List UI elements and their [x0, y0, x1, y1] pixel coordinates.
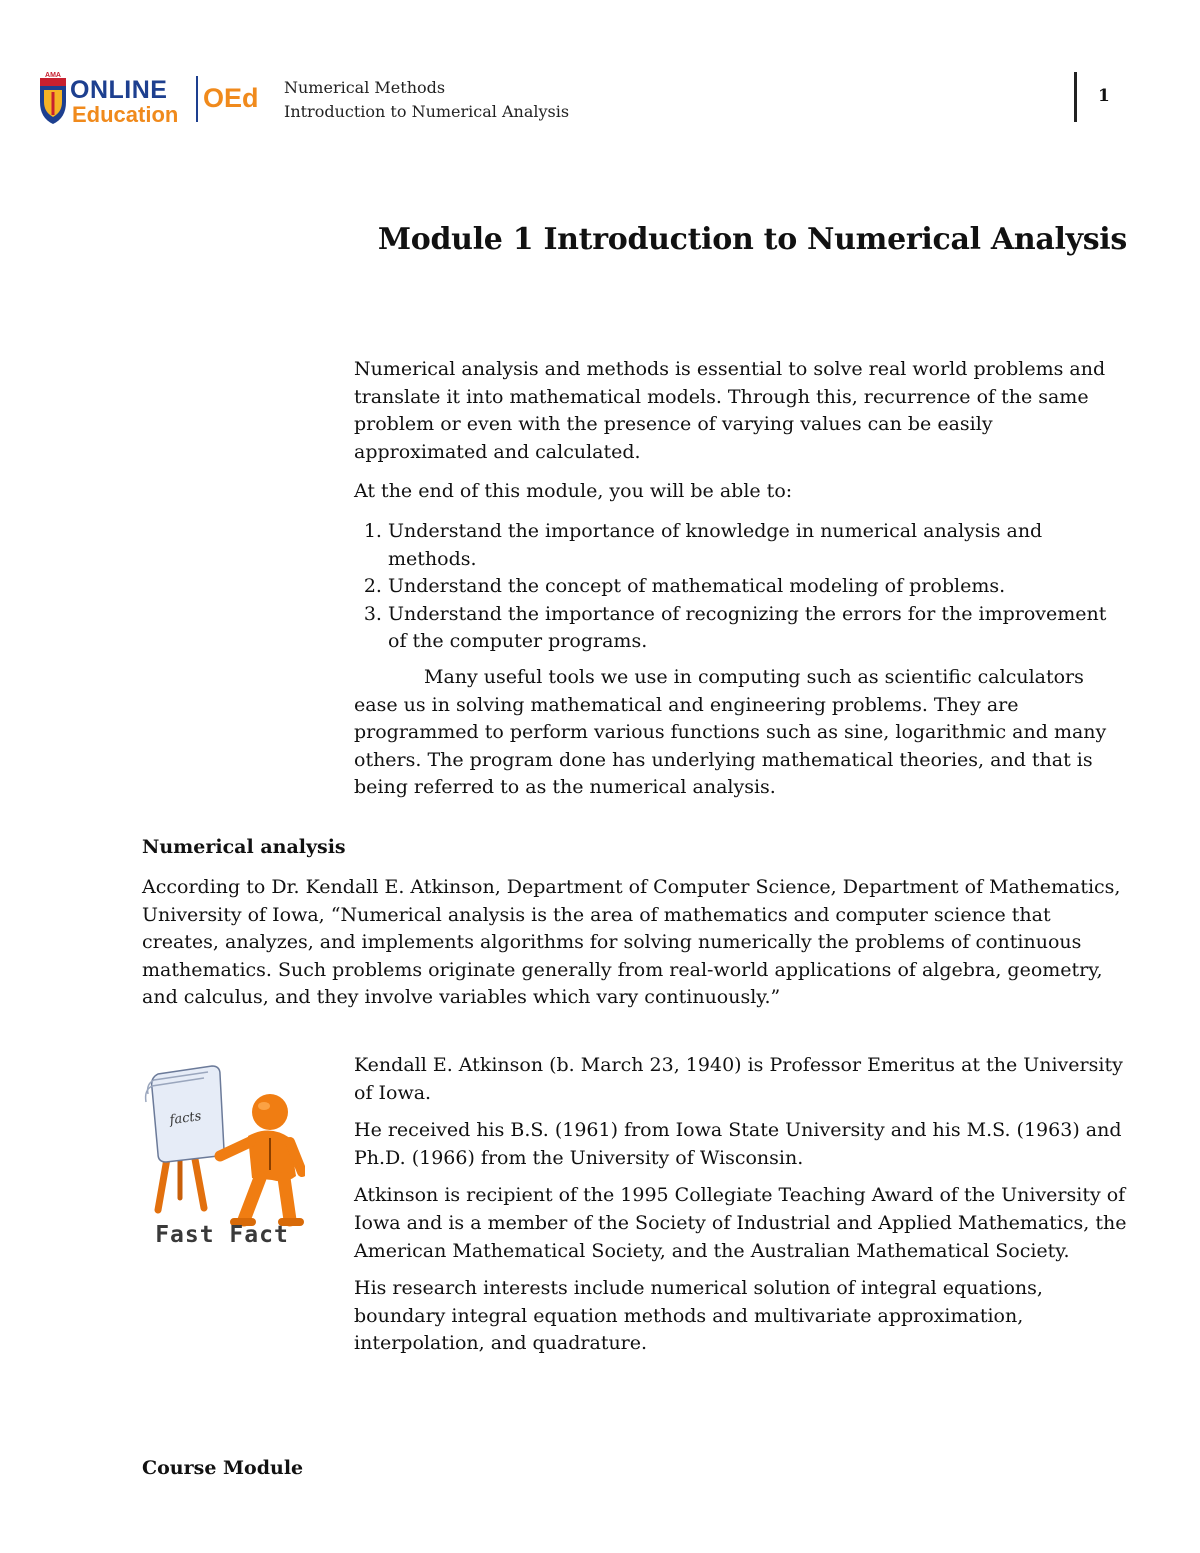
intro-section [354, 356, 1114, 802]
bio-paragraph: He received his B.S. (1961) from Iowa State University and his M.S. (1963) and Ph.D. (1966) from the University of Wisconsin. [354, 1119, 1122, 1169]
header-text [284, 76, 569, 124]
objective-item: 2. Understand the concept of mathematical modeling of problems. [388, 573, 1114, 601]
atkinson-quote-paragraph: According to Dr. Kendall E. Atkinson, Department of Computer Science, Department of Mathematics, University of Iowa, “Numerical analysis is the area of mathematics and computer science that creates, analyzes, and implements algorithms for solving numerically the problems of continuous mathematics. Such problems originate generally from real-world applications of algebra, geometry, and calculus, and they involve variables which vary continuously.” [142, 876, 1121, 1009]
header-subtitle: Introduction to Numerical Analysis [284, 102, 570, 121]
presenter-figure-icon [220, 1094, 302, 1222]
fast-fact-illustration [140, 1060, 305, 1250]
footer-course-module: Course Module [142, 1457, 304, 1479]
page-title: Module 1 Introduction to Numerical Analysis [377, 222, 1127, 257]
intro-paragraph: Numerical analysis and methods is essential to solve real world problems and translate it into mathematical models. Through this, recurrence of the same problem or even with the presence of varying values can be easily approximated and calculated. [354, 358, 1106, 463]
objective-item: 3. Understand the importance of recognizing the errors for the improvement of the computer programs. [388, 601, 1114, 656]
facts-board-text: facts [168, 1108, 203, 1129]
page-number: 1 [1098, 86, 1110, 106]
logo-education-text: Education [72, 102, 179, 126]
objective-item: 1. Understand the importance of knowledge in numerical analysis and methods. [388, 518, 1114, 573]
atkinson-bio [354, 1052, 1134, 1368]
objectives-lead: At the end of this module, you will be able to: [354, 480, 793, 503]
bio-paragraph: His research interests include numerical solution of integral equations, boundary integral equation methods and multivariate approximation, interpolation, and quadrature. [354, 1277, 1043, 1355]
fast-fact-label: Fast Fact [155, 1222, 289, 1248]
tools-paragraph: Many useful tools we use in computing such as scientific calculators ease us in solving mathematical and engineering problems. They are programmed to perform various functions such as sine, logarithmic and many others. The program done has underlying mathematical theories, and that is being referred to as the numerical analysis. [354, 665, 1107, 799]
logo-shield-text: AMA [45, 72, 61, 79]
objectives-list [354, 518, 1114, 656]
online-education-logo [38, 72, 270, 126]
logo-oed-text: OEd [203, 83, 259, 113]
bio-paragraph: Atkinson is recipient of the 1995 Collegiate Teaching Award of the University of Iowa and is a member of the Society of Industrial and Applied Mathematics, the American Mathematical Society, and the Australian Mathematical Society. [354, 1184, 1127, 1262]
bio-paragraph: Kendall E. Atkinson (b. March 23, 1940) is Professor Emeritus at the University of Iowa. [354, 1054, 1123, 1104]
header-course: Numerical Methods [284, 78, 446, 97]
easel-icon [146, 1066, 224, 1210]
section-heading: Numerical analysis [142, 836, 346, 858]
header-divider [1074, 72, 1077, 122]
logo-online-text: ONLINE [70, 76, 168, 104]
